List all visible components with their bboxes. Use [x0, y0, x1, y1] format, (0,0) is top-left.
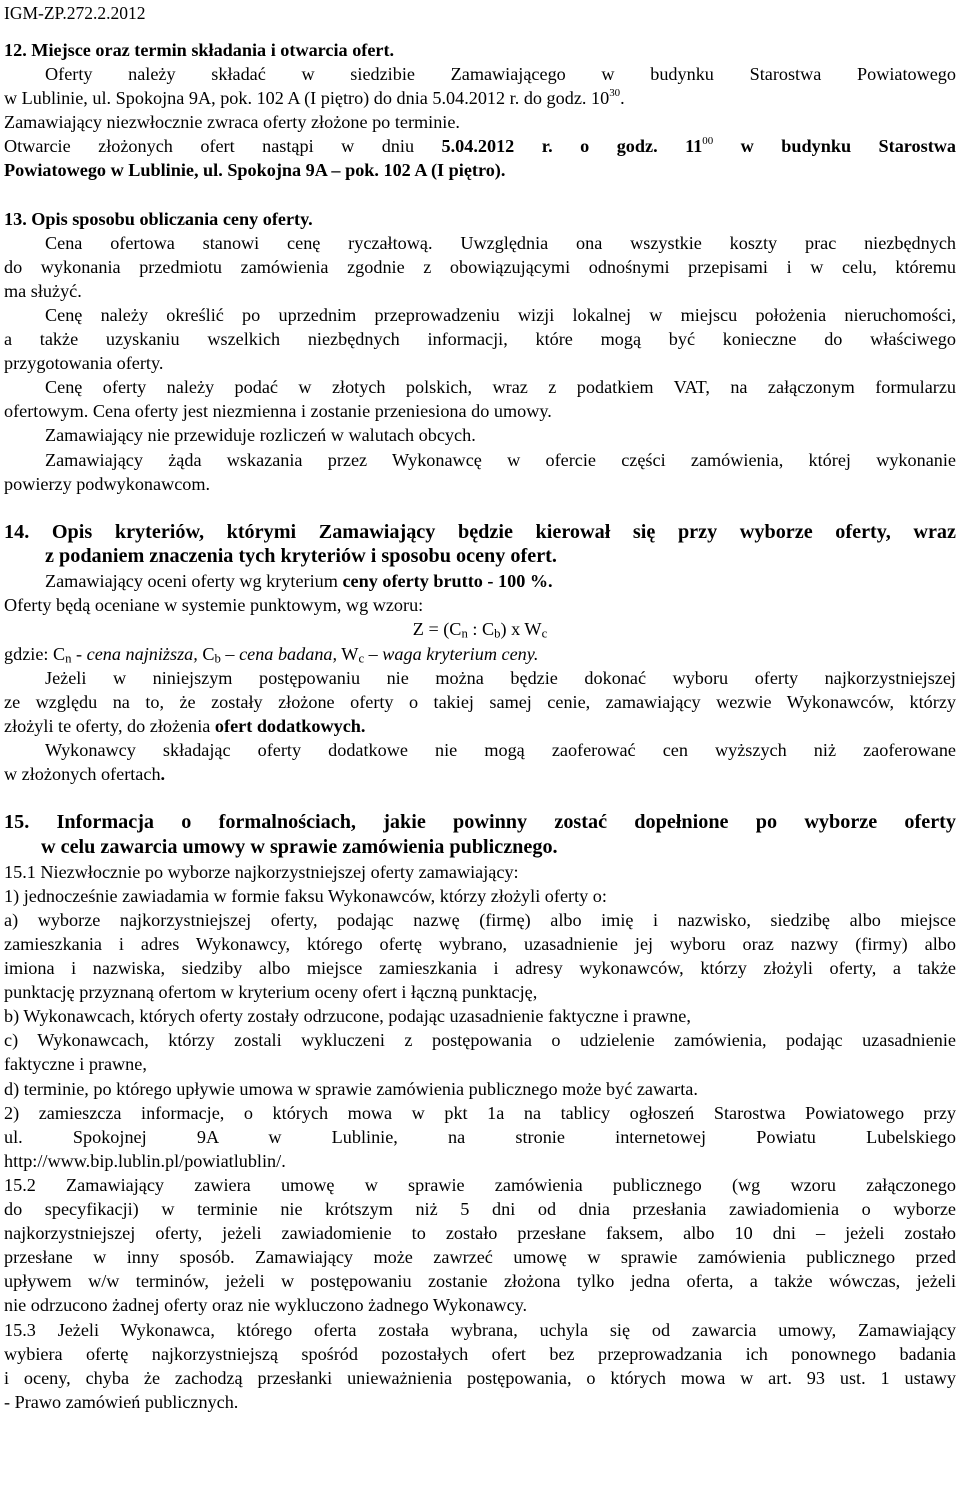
s15-line: przesłane w inny sposób. Zamawiający może zawrzeć umowę w sprawie zamówienia publicznego przed [4, 1247, 956, 1268]
section-12-title: 12. Miejsce oraz termin składania i otwarcia ofert. [4, 40, 395, 60]
s15-line: i oceny, chyba że zachodzą przesłanki unieważnienia postępowania, o których mowa w art. 93 ust. 1 ustawy [4, 1367, 956, 1388]
s15-url: http://www.bip.lublin.pl/powiatlublin/. [4, 1150, 286, 1171]
s14-line: ze względu na to, że zostały złożone oferty o takiej samej cenie, zamawiający wezwie Wykonawców, którzy [4, 691, 956, 712]
s13-line: przygotowania oferty. [4, 353, 164, 374]
s14-line: Zamawiający oceni oferty wg kryterium ceny oferty brutto - 100 %. [45, 571, 553, 592]
s12-line: Oferty należy składać w siedzibie Zamawiającego w budynku Starostwa Powiatowego [45, 64, 956, 85]
s15-line: a) wyborze najkorzystniejszej oferty, podając nazwę (firmę) albo imię i nazwisko, siedzibę albo miejsce [4, 909, 956, 930]
s13-line: Zamawiający nie przewiduje rozliczeń w walutach obcych. [45, 425, 476, 446]
s13-line: ofertowym. Cena oferty jest niezmienna i zostanie przeniesiona do umowy. [4, 401, 552, 422]
document-id: IGM-ZP.272.2.2012 [4, 3, 146, 23]
s15-line: c) Wykonawcach, którzy zostali wykluczeni z postępowania o udzielenie zamówienia, podając uzasadnienie [4, 1030, 956, 1051]
s12-line: Zamawiający niezwłocznie zwraca oferty złożone po terminie. [4, 112, 460, 133]
s13-line: powierzy podwykonawcom. [4, 473, 211, 494]
section-14 [4, 520, 956, 786]
s15-line: upływem w/w terminów, jeżeli w postępowaniu zostanie złożona tylko jedna oferta, a także wówczas, jeżeli [4, 1271, 956, 1292]
s14-line: w złożonych ofertach. [4, 764, 166, 785]
s15-line: b) Wykonawcach, których oferty zostały odrzucone, podając uzasadnienie faktyczne i prawne, [4, 1006, 691, 1027]
section-12 [4, 38, 956, 183]
s13-line: ma służyć. [4, 280, 82, 301]
s15-line: d) terminie, po którego upływie umowa w sprawie zamówienia publicznego może być zawarta. [4, 1078, 698, 1099]
s15-line: - Prawo zamówień publicznych. [4, 1391, 239, 1412]
s15-line: 1) jednocześnie zawiadamia w formie faksu Wykonawców, którzy złożyli oferty o: [4, 885, 607, 906]
s15-line: punktację przyznaną ofertom w kryterium oceny ofert i łączną punktację, [4, 982, 538, 1003]
price-formula: $Z = (C_n$ : $C_b$) x $W_c$ [412, 619, 548, 642]
s13-line: Zamawiający żąda wskazania przez Wykonawcę w ofercie części zamówienia, której wykonanie [45, 449, 956, 470]
s15-line: wybiera ofertę najkorzystniejszą spośród pozostałych ofert bez przeprowadzania ich ponownego badania [4, 1343, 956, 1364]
s13-line: do wykonania przedmiotu zamówienia zgodnie z obowiązującymi odnośnymi przepisami i w celu, któremu [4, 256, 956, 277]
s15-line: zamieszkania i adres Wykonawcy, którego ofertę wybrano, uzasadnienie jej wyboru oraz nazwy (firmy) albo [4, 934, 956, 954]
formula-legend: gdzie: $C_n$ - cena najniższa, $C_b$ – cena badana, $W_c$ – waga kryterium ceny. [4, 643, 539, 666]
s14-line: Oferty będą oceniane w systemie punktowym, wg wzoru: [4, 595, 424, 616]
section-13 [4, 207, 956, 496]
s15-line: 15.1 Niezwłocznie po wyborze najkorzystniejszej oferty zamawiający: [4, 861, 519, 882]
s13-line: a także uzyskaniu wszelkich niezbędnych informacji, które mogą być konieczne do właściwego [4, 329, 956, 350]
s13-line: Cenę oferty należy podać w złotych polskich, wraz z podatkiem VAT, na załączonym formularzu [45, 377, 956, 398]
s15-line: 15.3 Jeżeli Wykonawca, którego oferta została wybrana, uchyla się od zawarcia umowy, Zamawiający [4, 1319, 956, 1340]
section-13-title: 13. Opis sposobu obliczania ceny oferty. [4, 208, 313, 229]
s14-line: Wykonawcy składając oferty dodatkowe nie mogą zaoferować cen wyższych niż zaoferowane [45, 739, 956, 760]
s15-line: najkorzystniejszej oferty, jeżeli zawiadomienie to zostało przesłane faksem, albo 10 dni – jeżeli zostało [4, 1223, 956, 1244]
s15-line: faktyczne i prawne, [4, 1054, 147, 1075]
s15-line: 15.2 Zamawiający zawiera umowę w sprawie zamówienia publicznego (wg wzoru załączonego [4, 1174, 956, 1195]
s12-line: Powiatowego w Lublinie, ul. Spokojna 9A – pok. 102 A (I piętro). [4, 160, 506, 181]
s15-line: ul. Spokojnej 9A w Lublinie, na stronie internetowej Powiatu Lubelskiego [4, 1126, 956, 1147]
s15-line: nie odrzucono żadnej oferty oraz nie wykluczono żadnego Wykonawcy. [4, 1295, 528, 1316]
s12-line: Otwarcie złożonych ofert nastąpi w dniu 5.04.2012 r. o godz. $11^{00}$ w budynku Starostwa [4, 135, 956, 157]
s15-line: 2) zamieszcza informacje, o których mowa w pkt 1a na tablicy ogłoszeń Starostwa Powiatowego przy [4, 1102, 956, 1123]
section-15-title-cont: w celu zawarcia umowy w sprawie zamówienia publicznego. [41, 835, 558, 858]
section-14-title-cont: z podaniem znaczenia tych kryteriów i sposobu oceny ofert. [45, 545, 557, 568]
section-14-title: 14. Opis kryteriów, którymi Zamawiający będzie kierował się przy wyborze oferty, wraz [4, 520, 956, 543]
section-15 [4, 810, 956, 1414]
s15-line: imiona i nazwiska, siedziby albo miejsce zamieszkania i adresy wykonawców, którzy złożyli oferty, a także [4, 958, 956, 979]
s14-line: złożyli te oferty, do złożenia ofert dodatkowych. [4, 715, 366, 736]
section-15-title: 15. Informacja o formalnościach, jakie powinny zostać dopełnione po wyborze oferty [4, 811, 956, 834]
s13-line: Cenę należy określić po uprzednim przeprowadzeniu wizji lokalnej w miejscu położenia nieruchomości, [45, 304, 956, 325]
s12-line: w Lublinie, ul. Spokojna 9A, pok. 102 A (I piętro) do dnia 5.04.2012 r. do godz. $10^{30}$. [4, 87, 625, 109]
s13-line: Cena ofertowa stanowi cenę ryczałtową. Uwzględnia ona wszystkie koszty prac niezbędnych [45, 232, 956, 253]
s15-line: do specyfikacji) w terminie nie krótszym niż 5 dni od dnia przesłania zawiadomienia o wyborze [4, 1199, 956, 1220]
s14-line: Jeżeli w niniejszym postępowaniu nie można będzie dokonać wyboru oferty najkorzystniejszej [45, 667, 956, 688]
